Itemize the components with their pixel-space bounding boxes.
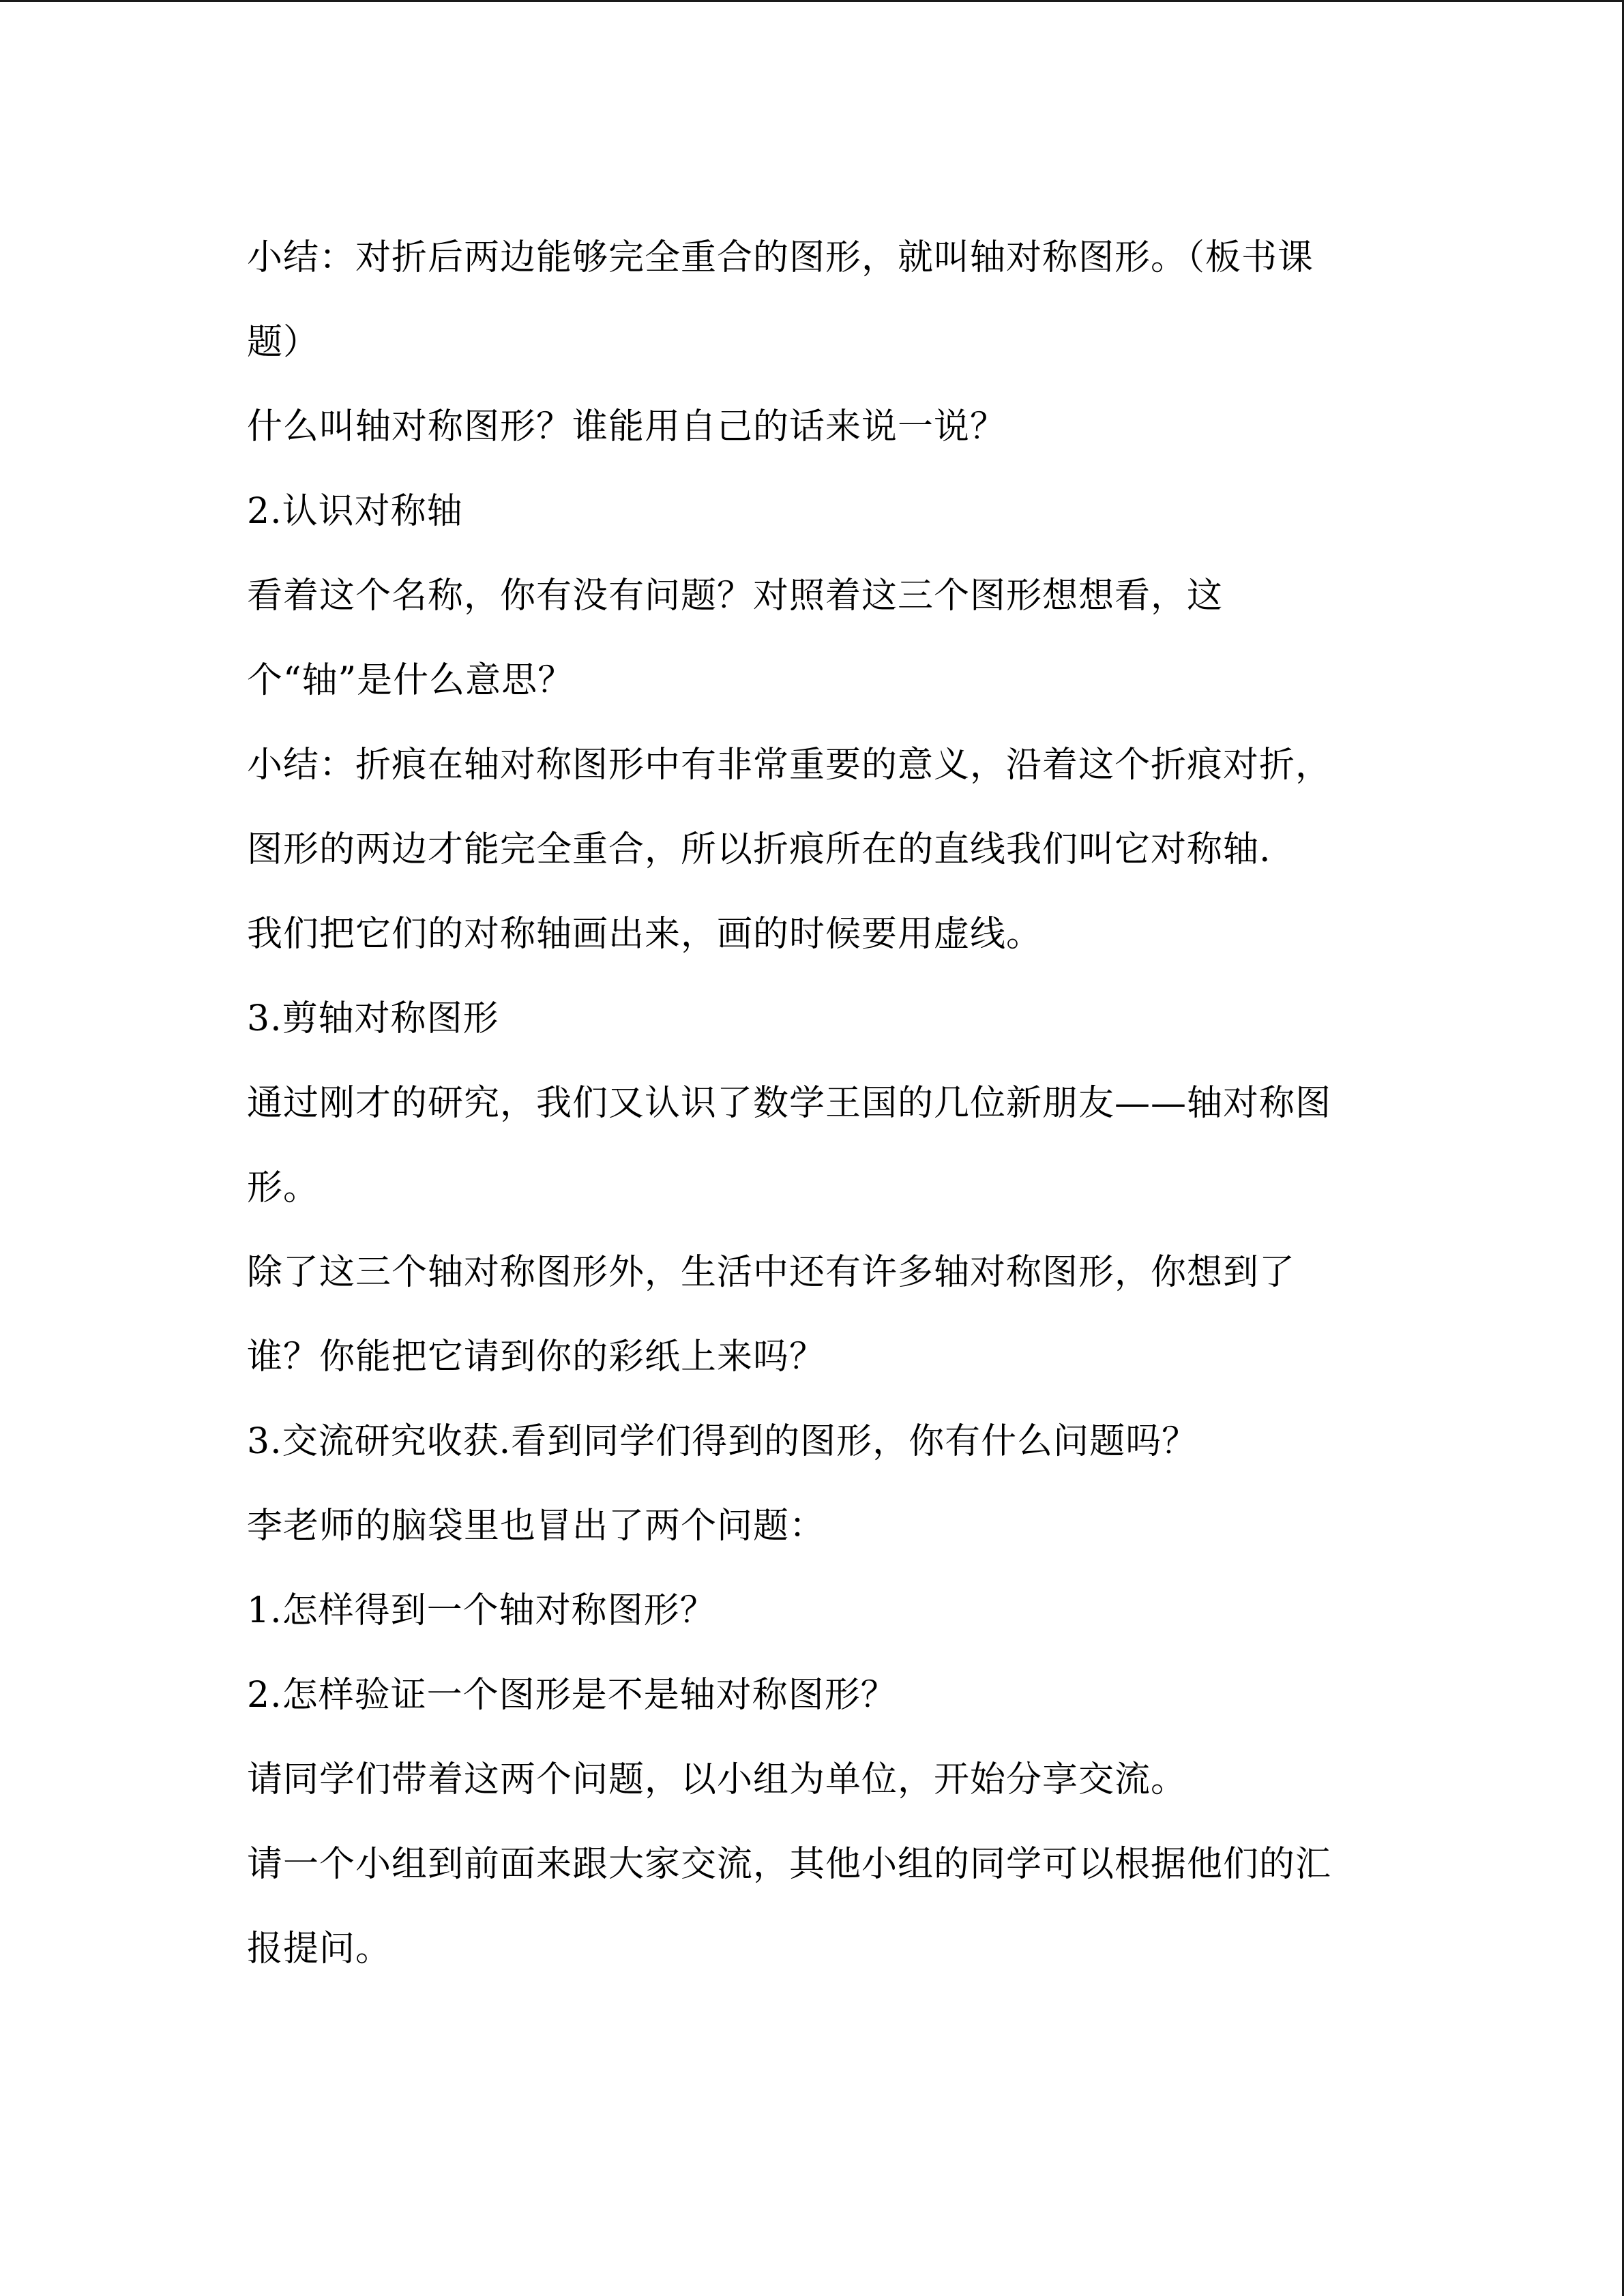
paragraph-draw-axis: 我们把它们的对称轴画出来，画的时候要用虚线。 (247, 914, 1043, 955)
paragraph-new-friends: 通过刚才的研究，我们又认识了数学王国的几位新朋友——轴对称图形。 (247, 1083, 1332, 1208)
document-body (247, 215, 1365, 1991)
paragraph-teacher-questions: 李老师的脑袋里也冒出了两个问题： (247, 1506, 826, 1547)
list-item-question-1: 1.怎样得到一个轴对称图形？ (247, 1590, 716, 1631)
paragraph-summary-definition: 小结：对折后两边能够完全重合的图形，就叫轴对称图形。（板书课题） (247, 237, 1314, 363)
list-item-question-2: 2.怎样验证一个图形是不是轴对称图形？ (247, 1675, 897, 1716)
paragraph-summary-crease: 小结：折痕在轴对称图形中有非常重要的意义，沿着这个折痕对折，图形的两边才能完全重合，所以折痕所在的直线我们叫它对称轴. (247, 745, 1332, 870)
heading-share-results: 3.交流研究收获.看到同学们得到的图形，你有什么问题吗？ (247, 1421, 1198, 1462)
paragraph-group-report: 请一个小组到前面来跟大家交流，其他小组的同学可以根据他们的汇报提问。 (247, 1844, 1332, 1969)
paragraph-group-discussion: 请同学们带着这两个问题，以小组为单位，开始分享交流。 (247, 1759, 1187, 1800)
page-border-top (0, 0, 1624, 2)
paragraph-life-examples: 除了这三个轴对称图形外，生活中还有许多轴对称图形，你想到了谁？你能把它请到你的彩纸上来吗？ (247, 1252, 1296, 1377)
heading-axis-of-symmetry: 2.认识对称轴 (247, 491, 463, 532)
paragraph-question-definition: 什么叫轴对称图形？谁能用自己的话来说一说？ (247, 406, 1007, 447)
paragraph-axis-question: 看着这个名称，你有没有问题？对照着这三个图形想想看，这个“轴”是什么意思？ (247, 576, 1224, 701)
heading-cut-shapes: 3.剪轴对称图形 (247, 998, 499, 1039)
